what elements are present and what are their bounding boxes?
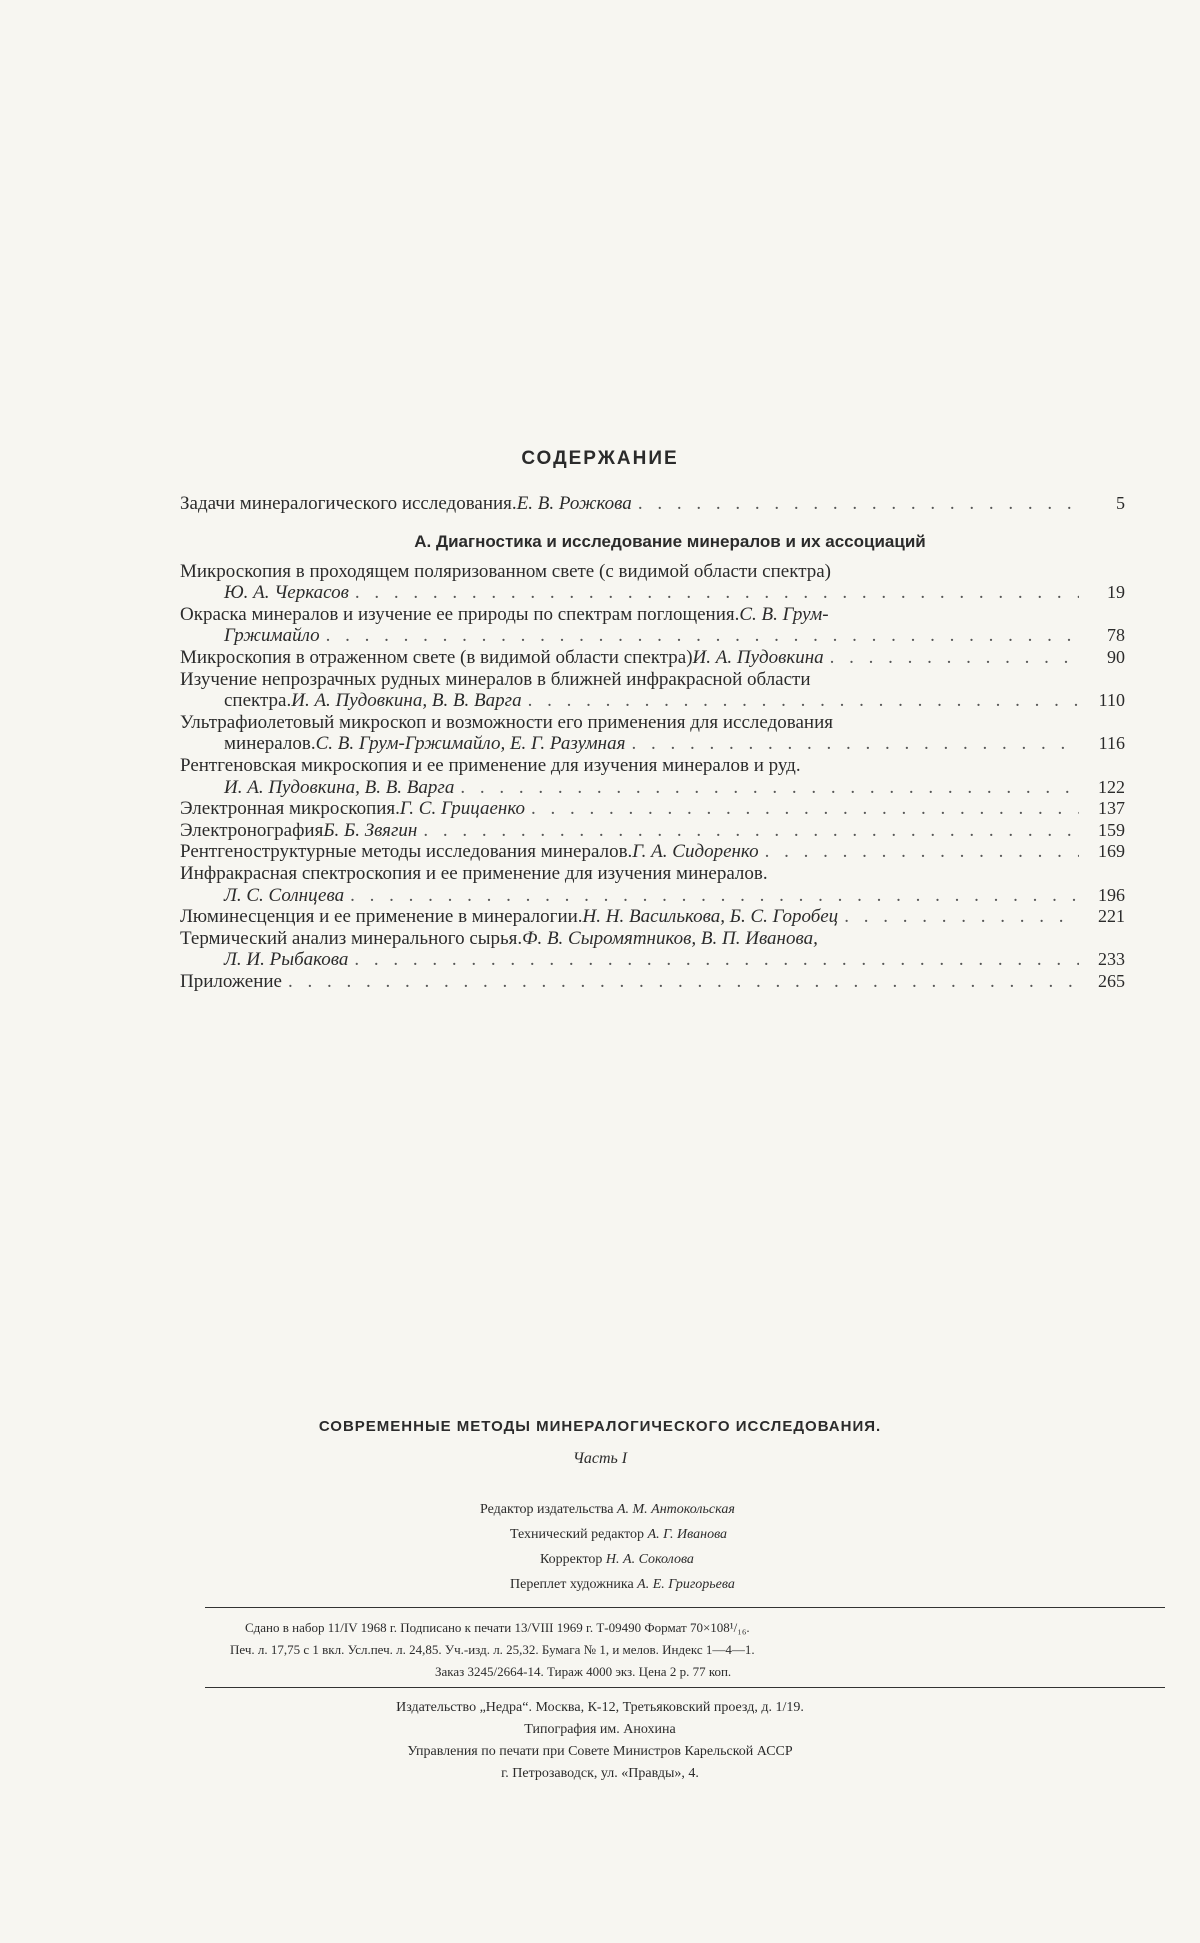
divider-top — [205, 1607, 1165, 1608]
toc-entry-author: И. А. Пудовкина, В. В. Варга — [291, 690, 522, 712]
credit-editor — [480, 1497, 1000, 1522]
toc-entry-title: минералов. — [224, 733, 316, 755]
credit-proofreader — [480, 1547, 1000, 1572]
toc-entry — [180, 820, 1125, 842]
toc-entry-author: Ф. В. Сыромятников, В. П. Иванова, — [522, 927, 818, 949]
dot-leader — [423, 820, 1079, 842]
toc-line — [180, 971, 1125, 993]
toc-entry-author: Л. С. Солнцева — [224, 884, 345, 906]
toc-entry — [180, 863, 1125, 906]
toc-page-number: 78 — [1107, 625, 1125, 646]
toc-line — [180, 798, 1125, 820]
credit-role: Редактор издательства — [480, 1502, 614, 1517]
toc-page-number: 116 — [1098, 733, 1125, 754]
toc-line — [180, 712, 1125, 734]
credit-name: А. Г. Иванова — [647, 1527, 728, 1542]
toc-page-number: 221 — [1098, 906, 1125, 927]
printer-info — [0, 1697, 1200, 1785]
toc-line — [180, 820, 1125, 842]
table-of-contents — [180, 493, 1125, 992]
dot-leader — [460, 777, 1079, 799]
toc-entry — [180, 906, 1125, 928]
toc-entry — [180, 755, 1125, 798]
credit-role: Переплет художника — [510, 1577, 634, 1592]
toc-entry-title: спектра. — [224, 690, 292, 712]
publication-line: Печ. л. 17,75 с 1 вкл. Усл.печ. л. 24,85. Уч.-изд. л. 25,32. Бумага № 1, и мелов. Индекс 1—4—1. — [230, 1642, 755, 1657]
toc-page-number: 19 — [1107, 582, 1125, 603]
toc-entry-title: Инфракрасная спектроскопия и ее применение для изучения минералов. — [180, 862, 768, 884]
toc-page-number: 5 — [1116, 493, 1125, 513]
toc-line — [180, 949, 1125, 971]
toc-entry-title: Люминесценция и ее применение в минералогии. — [180, 906, 583, 928]
credit-name: Н. А. Соколова — [605, 1552, 694, 1567]
toc-line — [180, 647, 1125, 669]
publication-line: Сдано в набор 11/IV 1968 г. Подписано к печати 13/VIII 1969 г. Т-09490 Формат 70×108¹/₁₆. — [245, 1620, 750, 1635]
toc-entry — [180, 712, 1125, 755]
toc-page-number: 233 — [1098, 949, 1125, 970]
toc-entry-author: Е. В. Рожкова — [516, 493, 632, 514]
credit-role: Корректор — [540, 1552, 603, 1567]
toc-line — [180, 625, 1125, 647]
toc-entry — [180, 928, 1125, 971]
credit-binding-artist — [480, 1572, 1000, 1597]
toc-entry-title: Приложение — [180, 970, 282, 992]
toc-entry-author: Н. Н. Василькова, Б. С. Горобец — [582, 906, 839, 928]
dot-leader — [326, 625, 1079, 647]
dot-leader — [844, 906, 1079, 928]
toc-line — [180, 841, 1125, 863]
book-title: СОВРЕМЕННЫЕ МЕТОДЫ МИНЕРАЛОГИЧЕСКОГО ИССЛЕДОВАНИЯ. — [318, 1418, 882, 1435]
toc-line — [180, 690, 1125, 712]
printer-line: Издательство „Недра“. Москва, К-12, Третьяковский проезд, д. 1/19. — [396, 1700, 804, 1715]
dot-leader — [631, 733, 1079, 755]
toc-entry-title: Окраска минералов и изучение ее природы по спектрам поглощения. — [180, 603, 740, 625]
toc-line — [180, 906, 1125, 928]
toc-title: СОДЕРЖАНИЕ — [521, 448, 679, 469]
toc-page-number: 122 — [1098, 776, 1125, 797]
section-heading: А. Диагностика и исследование минералов и их ассоциаций — [414, 532, 926, 551]
credit-tech-editor — [480, 1522, 1000, 1547]
dot-leader — [354, 949, 1079, 971]
toc-line — [180, 863, 1125, 885]
toc-entry-author: С. В. Грум-Гржимайло, Е. Г. Разумная — [315, 733, 626, 755]
toc-entry-author: Ю. А. Черкасов — [224, 582, 349, 604]
toc-entry — [180, 604, 1125, 647]
toc-line — [180, 755, 1125, 777]
toc-entry — [180, 493, 1125, 515]
credit-role: Технический редактор — [510, 1527, 645, 1542]
toc-entry — [180, 971, 1125, 993]
toc-entry-title: Микроскопия в отраженном свете (в видимой области спектра) — [180, 646, 693, 668]
toc-entry-title: Термический анализ минерального сырья. — [180, 927, 523, 949]
toc-page-number: 169 — [1098, 841, 1125, 862]
toc-entry-title: Рентгеноструктурные методы исследования минералов. — [180, 841, 633, 863]
toc-entry-title: Микроскопия в проходящем поляризованном свете (с видимой области спектра) — [180, 560, 831, 582]
toc-entry-author: Гржимайло — [224, 625, 320, 647]
toc-entry-author: Л. И. Рыбакова — [224, 949, 349, 971]
toc-line — [180, 561, 1125, 583]
toc-page-number: 265 — [1098, 970, 1125, 991]
toc-line — [180, 733, 1125, 755]
toc-line — [180, 669, 1125, 691]
dot-leader — [350, 885, 1079, 907]
toc-line — [180, 928, 1125, 950]
toc-entry-title: Рентгеновская микроскопия и ее применение для изучения минералов и руд. — [180, 754, 801, 776]
toc-entry-title: Ультрафиолетовый микроскоп и возможности его применения для исследования — [180, 711, 833, 733]
dot-leader — [830, 647, 1079, 669]
toc-line — [180, 777, 1125, 799]
divider-bottom — [205, 1687, 1165, 1688]
toc-page-number: 110 — [1098, 690, 1125, 711]
toc-entry — [180, 561, 1125, 604]
dot-leader — [355, 582, 1079, 604]
book-part: Часть I — [572, 1450, 628, 1467]
toc-entry — [180, 647, 1125, 669]
toc-entry-title: Электронография — [180, 819, 324, 841]
toc-entry-title: Изучение непрозрачных рудных минералов в ближней инфракрасной области — [180, 668, 811, 690]
dot-leader — [288, 971, 1079, 993]
toc-page-number: 137 — [1098, 798, 1125, 819]
credit-name: А. М. Антокольская — [616, 1502, 735, 1517]
dot-leader — [638, 493, 1079, 515]
toc-line — [180, 493, 1125, 515]
toc-page-number: 90 — [1107, 646, 1125, 667]
publication-info — [205, 1617, 1165, 1683]
toc-entry — [180, 798, 1125, 820]
dot-leader — [765, 841, 1079, 863]
toc-line — [180, 604, 1125, 626]
toc-page-number: 159 — [1098, 819, 1125, 840]
printer-line: г. Петрозаводск, ул. «Правды», 4. — [501, 1766, 699, 1781]
toc-entry-author: С. В. Грум- — [739, 603, 829, 625]
publication-line: Заказ 3245/2664-14. Тираж 4000 экз. Цена 2 р. 77 коп. — [435, 1664, 732, 1679]
dot-leader — [528, 690, 1079, 712]
toc-entry-title: Электронная микроскопия. — [180, 798, 400, 820]
toc-entry-author: Г. А. Сидоренко — [632, 841, 759, 863]
toc-line — [180, 885, 1125, 907]
printer-line: Типография им. Анохина — [524, 1722, 676, 1737]
toc-entry-author: Г. С. Грицаенко — [399, 798, 525, 820]
toc-entry — [180, 841, 1125, 863]
toc-line — [180, 582, 1125, 604]
toc-entry-author: И. А. Пудовкина, В. В. Варга — [224, 776, 455, 798]
toc-entry-author: Б. Б. Звягин — [323, 819, 418, 841]
toc-entry — [180, 669, 1125, 712]
credits — [480, 1497, 1000, 1597]
toc-entry-author: И. А. Пудовкина — [692, 646, 824, 668]
toc-entry-title: Задачи минералогического исследования. — [180, 493, 517, 514]
dot-leader — [531, 798, 1079, 820]
credit-name: А. Е. Григорьева — [637, 1577, 735, 1592]
printer-line: Управления по печати при Совете Министров Карельской АССР — [407, 1744, 793, 1759]
toc-page-number: 196 — [1098, 884, 1125, 905]
